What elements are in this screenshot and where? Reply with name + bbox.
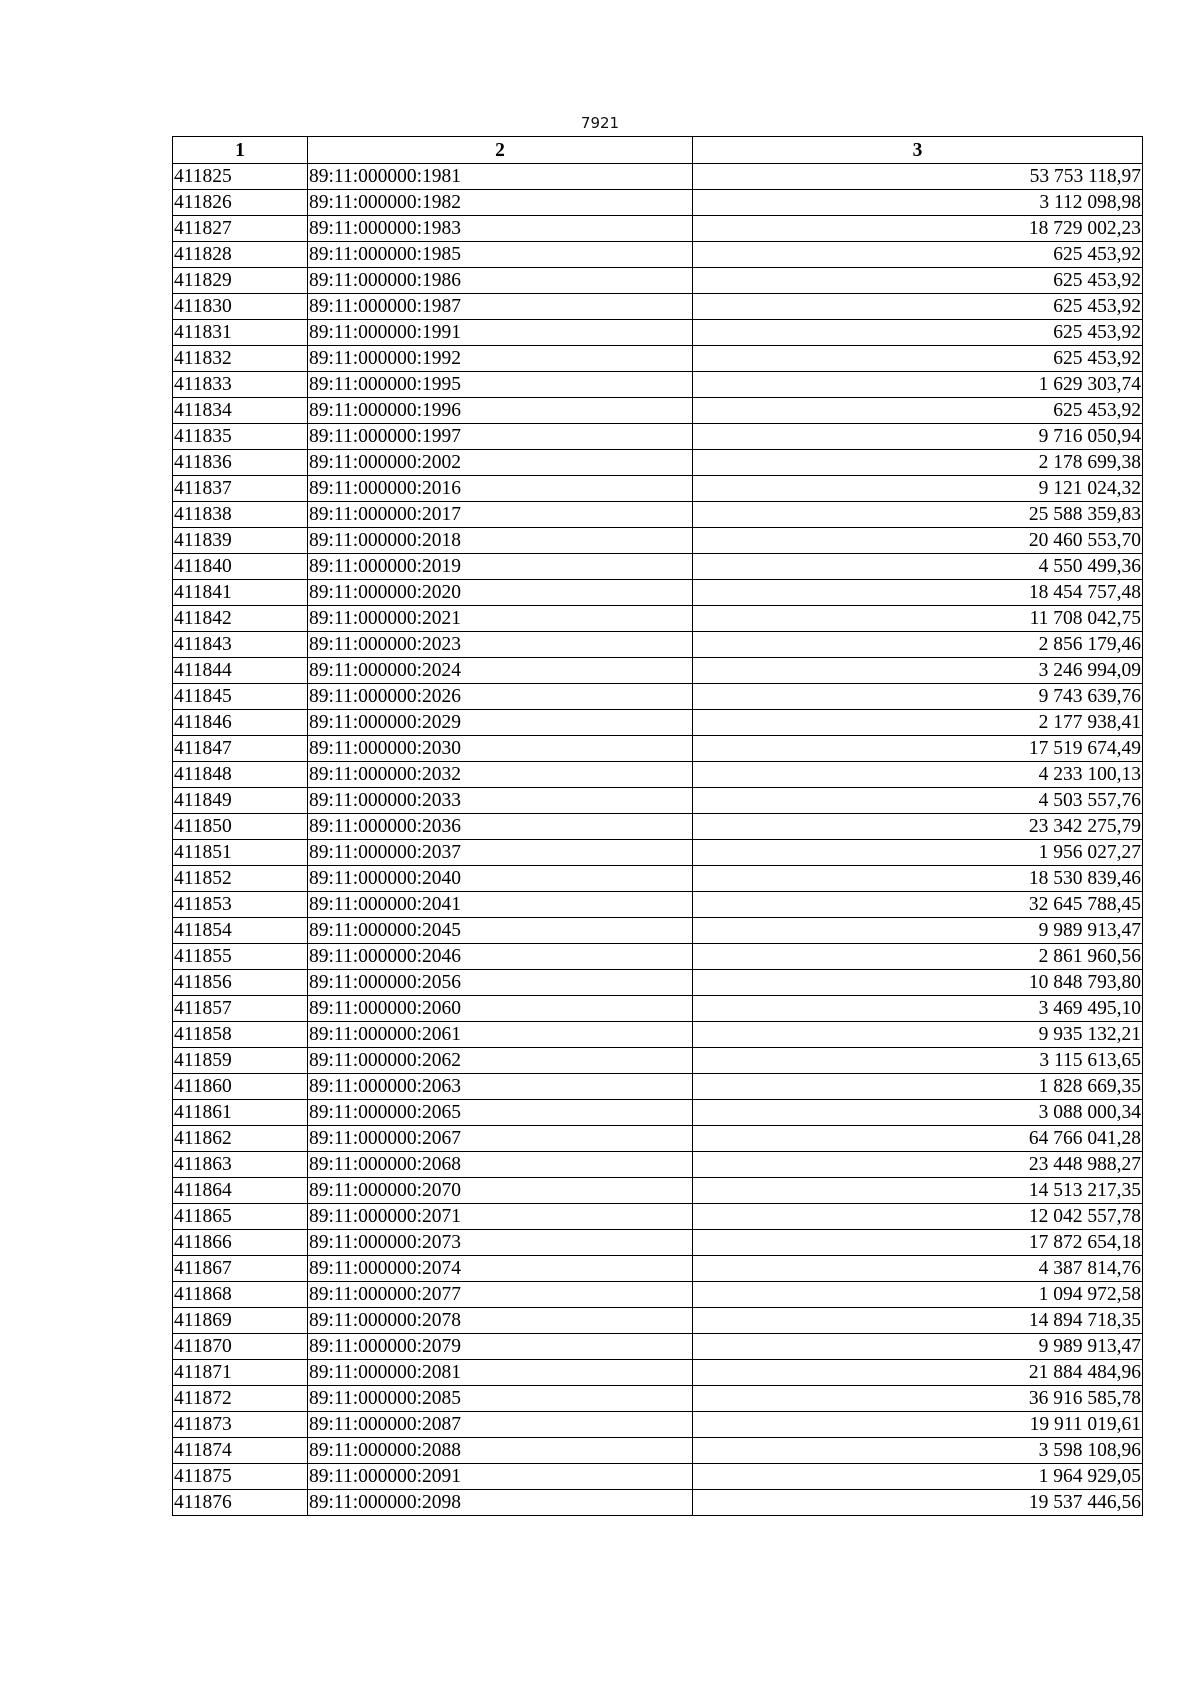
table-row (173, 216, 1143, 242)
row-number-cell: 411874 (173, 1438, 308, 1464)
cadastral-number-cell: 89:11:000000:1997 (308, 424, 693, 450)
value-cell: 25 588 359,83 (693, 502, 1143, 528)
row-number-cell: 411871 (173, 1360, 308, 1386)
table-row (173, 450, 1143, 476)
value-cell: 18 454 757,48 (693, 580, 1143, 606)
cadastral-number-cell: 89:11:000000:1982 (308, 190, 693, 216)
value-cell: 9 716 050,94 (693, 424, 1143, 450)
table-row (173, 710, 1143, 736)
table-row (173, 476, 1143, 502)
cadastral-number-cell: 89:11:000000:2065 (308, 1100, 693, 1126)
column-header-2: 2 (308, 137, 693, 164)
value-cell: 12 042 557,78 (693, 1204, 1143, 1230)
value-cell: 625 453,92 (693, 242, 1143, 268)
value-cell: 11 708 042,75 (693, 606, 1143, 632)
row-number-cell: 411843 (173, 632, 308, 658)
row-number-cell: 411845 (173, 684, 308, 710)
row-number-cell: 411876 (173, 1490, 308, 1516)
row-number-cell: 411826 (173, 190, 308, 216)
value-cell: 3 469 495,10 (693, 996, 1143, 1022)
table-body (173, 164, 1143, 1516)
value-cell: 2 178 699,38 (693, 450, 1143, 476)
row-number-cell: 411851 (173, 840, 308, 866)
value-cell: 3 246 994,09 (693, 658, 1143, 684)
cadastral-number-cell: 89:11:000000:2070 (308, 1178, 693, 1204)
cadastral-number-cell: 89:11:000000:1987 (308, 294, 693, 320)
table-row (173, 1178, 1143, 1204)
row-number-cell: 411856 (173, 970, 308, 996)
value-cell: 9 989 913,47 (693, 1334, 1143, 1360)
row-number-cell: 411864 (173, 1178, 308, 1204)
cadastral-number-cell: 89:11:000000:2045 (308, 918, 693, 944)
value-cell: 64 766 041,28 (693, 1126, 1143, 1152)
row-number-cell: 411832 (173, 346, 308, 372)
table-row (173, 944, 1143, 970)
table-row (173, 814, 1143, 840)
table-row (173, 1282, 1143, 1308)
cadastral-number-cell: 89:11:000000:2060 (308, 996, 693, 1022)
cadastral-number-cell: 89:11:000000:2030 (308, 736, 693, 762)
row-number-cell: 411872 (173, 1386, 308, 1412)
value-cell: 18 729 002,23 (693, 216, 1143, 242)
cadastral-number-cell: 89:11:000000:2087 (308, 1412, 693, 1438)
table-row (173, 788, 1143, 814)
row-number-cell: 411857 (173, 996, 308, 1022)
table-row (173, 1152, 1143, 1178)
table-row (173, 1334, 1143, 1360)
cadastral-number-cell: 89:11:000000:1992 (308, 346, 693, 372)
row-number-cell: 411866 (173, 1230, 308, 1256)
value-cell: 20 460 553,70 (693, 528, 1143, 554)
cadastral-number-cell: 89:11:000000:2085 (308, 1386, 693, 1412)
registry-table (172, 136, 1143, 1516)
row-number-cell: 411837 (173, 476, 308, 502)
table-row (173, 1464, 1143, 1490)
cadastral-number-cell: 89:11:000000:2068 (308, 1152, 693, 1178)
row-number-cell: 411842 (173, 606, 308, 632)
row-number-cell: 411831 (173, 320, 308, 346)
table-row (173, 1308, 1143, 1334)
cadastral-number-cell: 89:11:000000:1981 (308, 164, 693, 190)
row-number-cell: 411854 (173, 918, 308, 944)
cadastral-number-cell: 89:11:000000:2078 (308, 1308, 693, 1334)
row-number-cell: 411836 (173, 450, 308, 476)
value-cell: 23 448 988,27 (693, 1152, 1143, 1178)
row-number-cell: 411844 (173, 658, 308, 684)
table-row (173, 502, 1143, 528)
table-row (173, 1386, 1143, 1412)
table-row (173, 1360, 1143, 1386)
row-number-cell: 411834 (173, 398, 308, 424)
table-row (173, 1100, 1143, 1126)
table-row (173, 164, 1143, 190)
table-row (173, 1438, 1143, 1464)
row-number-cell: 411850 (173, 814, 308, 840)
row-number-cell: 411839 (173, 528, 308, 554)
cadastral-number-cell: 89:11:000000:2032 (308, 762, 693, 788)
cadastral-number-cell: 89:11:000000:2002 (308, 450, 693, 476)
table-row (173, 918, 1143, 944)
cadastral-number-cell: 89:11:000000:2016 (308, 476, 693, 502)
header-row (173, 137, 1143, 164)
value-cell: 17 519 674,49 (693, 736, 1143, 762)
row-number-cell: 411848 (173, 762, 308, 788)
value-cell: 3 112 098,98 (693, 190, 1143, 216)
cadastral-number-cell: 89:11:000000:2088 (308, 1438, 693, 1464)
value-cell: 1 956 027,27 (693, 840, 1143, 866)
cadastral-number-cell: 89:11:000000:2098 (308, 1490, 693, 1516)
value-cell: 19 537 446,56 (693, 1490, 1143, 1516)
value-cell: 1 964 929,05 (693, 1464, 1143, 1490)
value-cell: 9 989 913,47 (693, 918, 1143, 944)
row-number-cell: 411849 (173, 788, 308, 814)
cadastral-number-cell: 89:11:000000:1991 (308, 320, 693, 346)
value-cell: 53 753 118,97 (693, 164, 1143, 190)
table-row (173, 1490, 1143, 1516)
row-number-cell: 411865 (173, 1204, 308, 1230)
cadastral-number-cell: 89:11:000000:1996 (308, 398, 693, 424)
table-row (173, 736, 1143, 762)
cadastral-number-cell: 89:11:000000:2023 (308, 632, 693, 658)
table-row (173, 1126, 1143, 1152)
value-cell: 4 233 100,13 (693, 762, 1143, 788)
cadastral-number-cell: 89:11:000000:2017 (308, 502, 693, 528)
cadastral-number-cell: 89:11:000000:2062 (308, 1048, 693, 1074)
cadastral-number-cell: 89:11:000000:1995 (308, 372, 693, 398)
row-number-cell: 411858 (173, 1022, 308, 1048)
row-number-cell: 411852 (173, 866, 308, 892)
table-row (173, 1412, 1143, 1438)
row-number-cell: 411830 (173, 294, 308, 320)
table-row (173, 242, 1143, 268)
table-row (173, 294, 1143, 320)
table-row (173, 372, 1143, 398)
row-number-cell: 411833 (173, 372, 308, 398)
row-number-cell: 411838 (173, 502, 308, 528)
cadastral-number-cell: 89:11:000000:2091 (308, 1464, 693, 1490)
row-number-cell: 411853 (173, 892, 308, 918)
table-row (173, 1256, 1143, 1282)
value-cell: 10 848 793,80 (693, 970, 1143, 996)
cadastral-number-cell: 89:11:000000:2037 (308, 840, 693, 866)
cadastral-number-cell: 89:11:000000:1985 (308, 242, 693, 268)
value-cell: 1 828 669,35 (693, 1074, 1143, 1100)
table-row (173, 1022, 1143, 1048)
row-number-cell: 411859 (173, 1048, 308, 1074)
value-cell: 18 530 839,46 (693, 866, 1143, 892)
row-number-cell: 411863 (173, 1152, 308, 1178)
value-cell: 2 177 938,41 (693, 710, 1143, 736)
cadastral-number-cell: 89:11:000000:2041 (308, 892, 693, 918)
cadastral-number-cell: 89:11:000000:2020 (308, 580, 693, 606)
cadastral-number-cell: 89:11:000000:2081 (308, 1360, 693, 1386)
cadastral-number-cell: 89:11:000000:1986 (308, 268, 693, 294)
table-header (173, 137, 1143, 164)
cadastral-number-cell: 89:11:000000:2074 (308, 1256, 693, 1282)
value-cell: 2 856 179,46 (693, 632, 1143, 658)
table-row (173, 762, 1143, 788)
cadastral-number-cell: 89:11:000000:2056 (308, 970, 693, 996)
value-cell: 625 453,92 (693, 320, 1143, 346)
table-row (173, 1230, 1143, 1256)
table-row (173, 840, 1143, 866)
value-cell: 23 342 275,79 (693, 814, 1143, 840)
cadastral-number-cell: 89:11:000000:2036 (308, 814, 693, 840)
value-cell: 3 598 108,96 (693, 1438, 1143, 1464)
table-row (173, 1074, 1143, 1100)
value-cell: 32 645 788,45 (693, 892, 1143, 918)
row-number-cell: 411846 (173, 710, 308, 736)
table-row (173, 892, 1143, 918)
value-cell: 1 629 303,74 (693, 372, 1143, 398)
table-row (173, 606, 1143, 632)
row-number-cell: 411847 (173, 736, 308, 762)
table-row (173, 398, 1143, 424)
cadastral-number-cell: 89:11:000000:2077 (308, 1282, 693, 1308)
cadastral-number-cell: 89:11:000000:2033 (308, 788, 693, 814)
cadastral-number-cell: 89:11:000000:2071 (308, 1204, 693, 1230)
cadastral-number-cell: 89:11:000000:2018 (308, 528, 693, 554)
value-cell: 9 935 132,21 (693, 1022, 1143, 1048)
table-row (173, 528, 1143, 554)
cadastral-number-cell: 89:11:000000:2063 (308, 1074, 693, 1100)
value-cell: 625 453,92 (693, 268, 1143, 294)
row-number-cell: 411873 (173, 1412, 308, 1438)
value-cell: 4 550 499,36 (693, 554, 1143, 580)
table-row (173, 580, 1143, 606)
row-number-cell: 411875 (173, 1464, 308, 1490)
row-number-cell: 411862 (173, 1126, 308, 1152)
value-cell: 2 861 960,56 (693, 944, 1143, 970)
cadastral-number-cell: 89:11:000000:2046 (308, 944, 693, 970)
cadastral-number-cell: 89:11:000000:2079 (308, 1334, 693, 1360)
value-cell: 9 121 024,32 (693, 476, 1143, 502)
value-cell: 19 911 019,61 (693, 1412, 1143, 1438)
row-number-cell: 411855 (173, 944, 308, 970)
row-number-cell: 411870 (173, 1334, 308, 1360)
cadastral-number-cell: 89:11:000000:1983 (308, 216, 693, 242)
row-number-cell: 411861 (173, 1100, 308, 1126)
table-row (173, 424, 1143, 450)
table-row (173, 996, 1143, 1022)
table-row (173, 1204, 1143, 1230)
cadastral-number-cell: 89:11:000000:2073 (308, 1230, 693, 1256)
row-number-cell: 411860 (173, 1074, 308, 1100)
row-number-cell: 411827 (173, 216, 308, 242)
column-header-3: 3 (693, 137, 1143, 164)
value-cell: 4 387 814,76 (693, 1256, 1143, 1282)
table-row (173, 268, 1143, 294)
value-cell: 14 513 217,35 (693, 1178, 1143, 1204)
value-cell: 625 453,92 (693, 398, 1143, 424)
row-number-cell: 411829 (173, 268, 308, 294)
table-row (173, 658, 1143, 684)
value-cell: 3 088 000,34 (693, 1100, 1143, 1126)
row-number-cell: 411841 (173, 580, 308, 606)
value-cell: 1 094 972,58 (693, 1282, 1143, 1308)
cadastral-number-cell: 89:11:000000:2026 (308, 684, 693, 710)
table-row (173, 970, 1143, 996)
value-cell: 36 916 585,78 (693, 1386, 1143, 1412)
row-number-cell: 411828 (173, 242, 308, 268)
value-cell: 14 894 718,35 (693, 1308, 1143, 1334)
page-number: 7921 (580, 114, 620, 132)
row-number-cell: 411867 (173, 1256, 308, 1282)
row-number-cell: 411840 (173, 554, 308, 580)
cadastral-number-cell: 89:11:000000:2021 (308, 606, 693, 632)
table-row (173, 346, 1143, 372)
value-cell: 17 872 654,18 (693, 1230, 1143, 1256)
value-cell: 625 453,92 (693, 346, 1143, 372)
table-row (173, 866, 1143, 892)
row-number-cell: 411835 (173, 424, 308, 450)
table-row (173, 554, 1143, 580)
cadastral-number-cell: 89:11:000000:2040 (308, 866, 693, 892)
cadastral-number-cell: 89:11:000000:2029 (308, 710, 693, 736)
value-cell: 3 115 613,65 (693, 1048, 1143, 1074)
table-row (173, 1048, 1143, 1074)
cadastral-number-cell: 89:11:000000:2024 (308, 658, 693, 684)
cadastral-number-cell: 89:11:000000:2061 (308, 1022, 693, 1048)
value-cell: 9 743 639,76 (693, 684, 1143, 710)
row-number-cell: 411869 (173, 1308, 308, 1334)
cadastral-number-cell: 89:11:000000:2019 (308, 554, 693, 580)
row-number-cell: 411868 (173, 1282, 308, 1308)
row-number-cell: 411825 (173, 164, 308, 190)
value-cell: 625 453,92 (693, 294, 1143, 320)
table-row (173, 190, 1143, 216)
value-cell: 21 884 484,96 (693, 1360, 1143, 1386)
table-row (173, 632, 1143, 658)
column-header-1: 1 (173, 137, 308, 164)
value-cell: 4 503 557,76 (693, 788, 1143, 814)
cadastral-number-cell: 89:11:000000:2067 (308, 1126, 693, 1152)
table-row (173, 684, 1143, 710)
table-row (173, 320, 1143, 346)
